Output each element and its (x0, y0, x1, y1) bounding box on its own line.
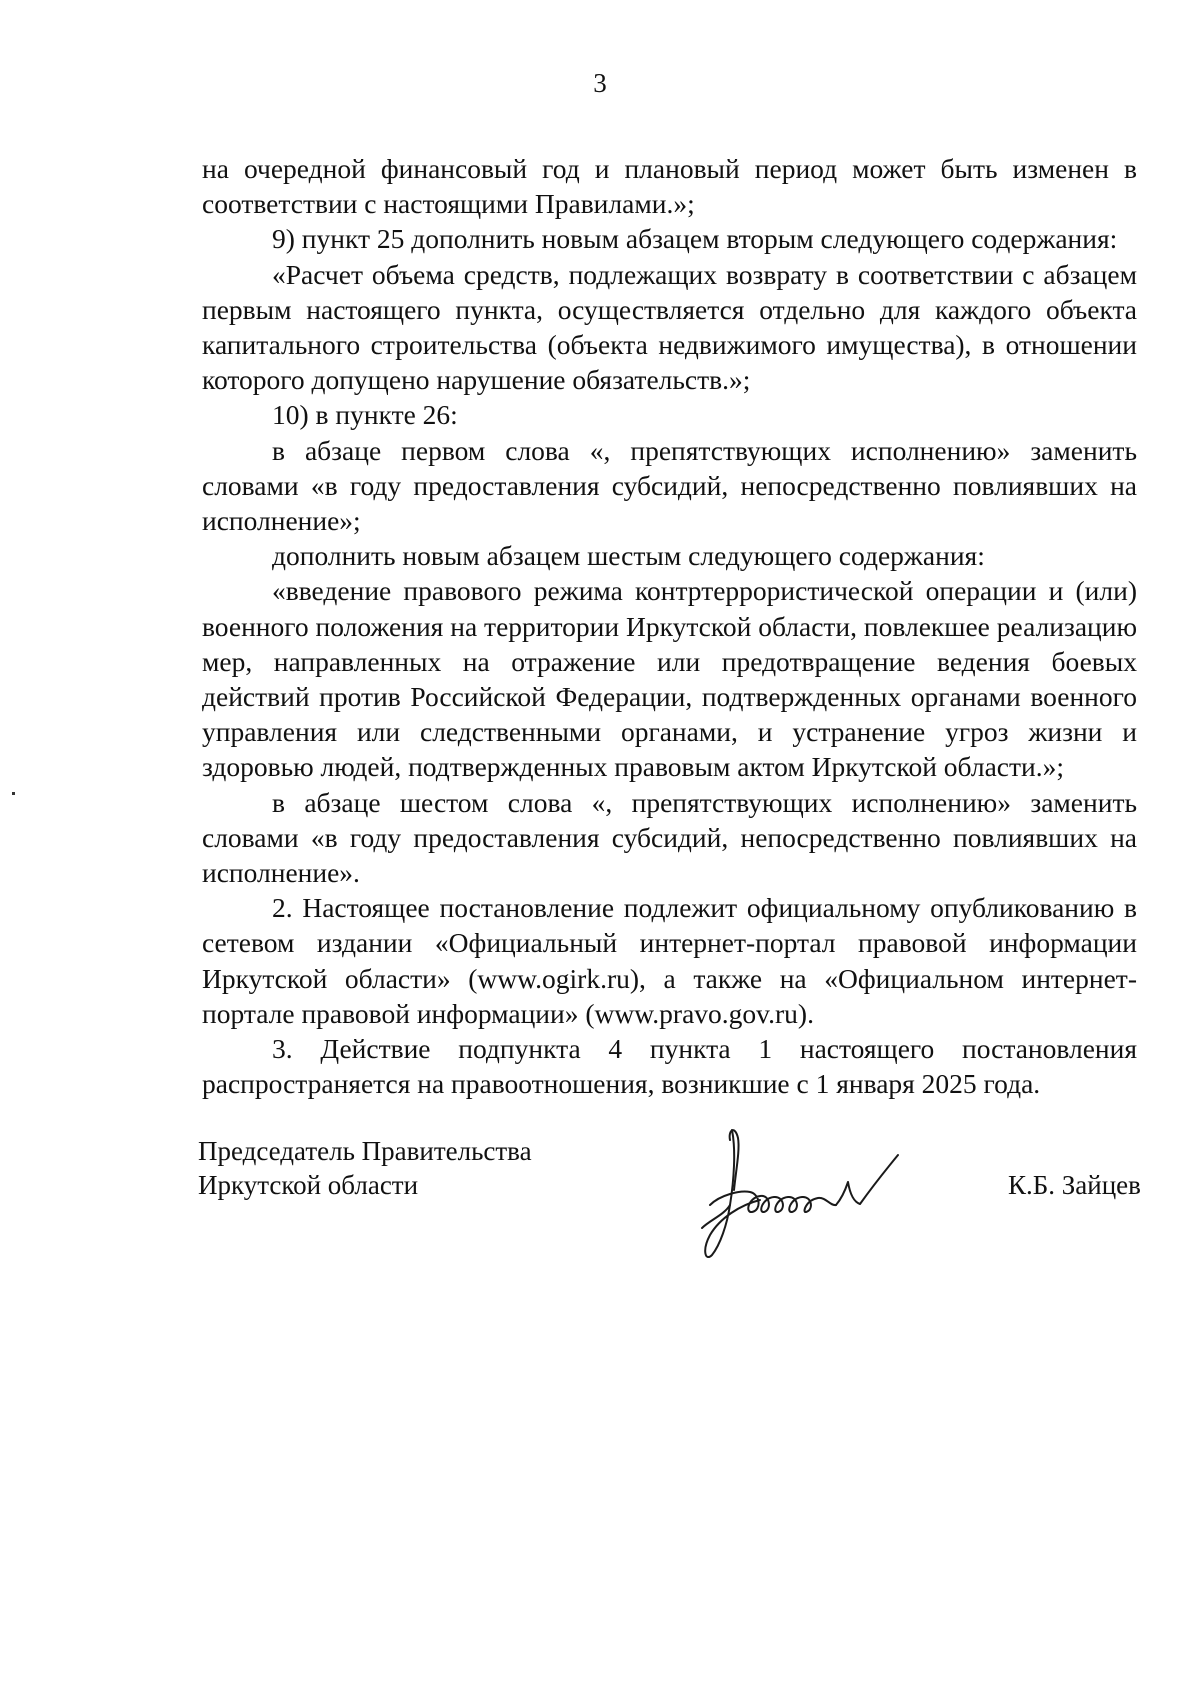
signer-name: К.Б. Зайцев (1008, 1170, 1141, 1200)
paragraph-item-2-publication: 2. Настоящее постановление подлежит официальному опубликованию в сетевом издании «Официальный интернет-портал правовой информации Иркутской области» (www.ogirk.ru), а также на «Официальном интернет-портале правовой информации» (www.pravo.gov.ru). (202, 892, 1137, 1029)
paragraph-amend-first: в абзаце первом слова «, препятствующих исполнению» заменить словами «в году предоставления субсидий, непосредственно повлиявших на исполнение»; (202, 434, 1137, 537)
scan-speck (12, 792, 15, 795)
paragraph-quote-calculation: «Расчет объема средств, подлежащих возврату в соответствии с абзацем первым настоящего пункта, осуществляется отдельно для каждого объекта капитального строительства (объекта недвижимого имущества), в отношении которого допущено нарушение обязательств.»; (202, 258, 1137, 396)
document-body (202, 151, 1137, 1101)
paragraph-add-sixth: дополнить новым абзацем шестым следующего содержания: (272, 540, 985, 572)
paragraph-quote-regime: «введение правового режима контртеррористической операции и (или) военного положения на территории Иркутской области, повлекшее реализацию мер, направленных на отражение или предотвращение ведения боевых действий против Российской Федерации, подтвержденных органами военного управления или следственными органами, и устранение угроз жизни и здоровью людей, подтвержденных правовым актом Иркутской области.»; (202, 575, 1137, 783)
paragraph-continuation: на очередной финансовый год и плановый период может быть изменен в соответствии с настоящими Правилами.»; (202, 153, 1137, 220)
page-number: 3 (593, 68, 607, 98)
paragraph-item-3-effect: 3. Действие подпункта 4 пункта 1 настоящего постановления распространяется на правоотношения, возникшие с 1 января 2025 года. (202, 1033, 1137, 1100)
signatory-title-line2: Иркутской области (198, 1170, 419, 1200)
paragraph-item-9: 9) пункт 25 дополнить новым абзацем вторым следующего содержания: (272, 223, 1118, 255)
paragraph-item-10: 10) в пункте 26: (272, 399, 458, 431)
signatory-title (198, 1134, 532, 1202)
signatory-title-line1: Председатель Правительства (198, 1136, 532, 1166)
handwritten-signature (690, 1110, 950, 1280)
paragraph-amend-sixth: в абзаце шестом слова «, препятствующих исполнению» заменить словами «в году предоставления субсидий, непосредственно повлиявших на исполнение». (202, 786, 1137, 889)
